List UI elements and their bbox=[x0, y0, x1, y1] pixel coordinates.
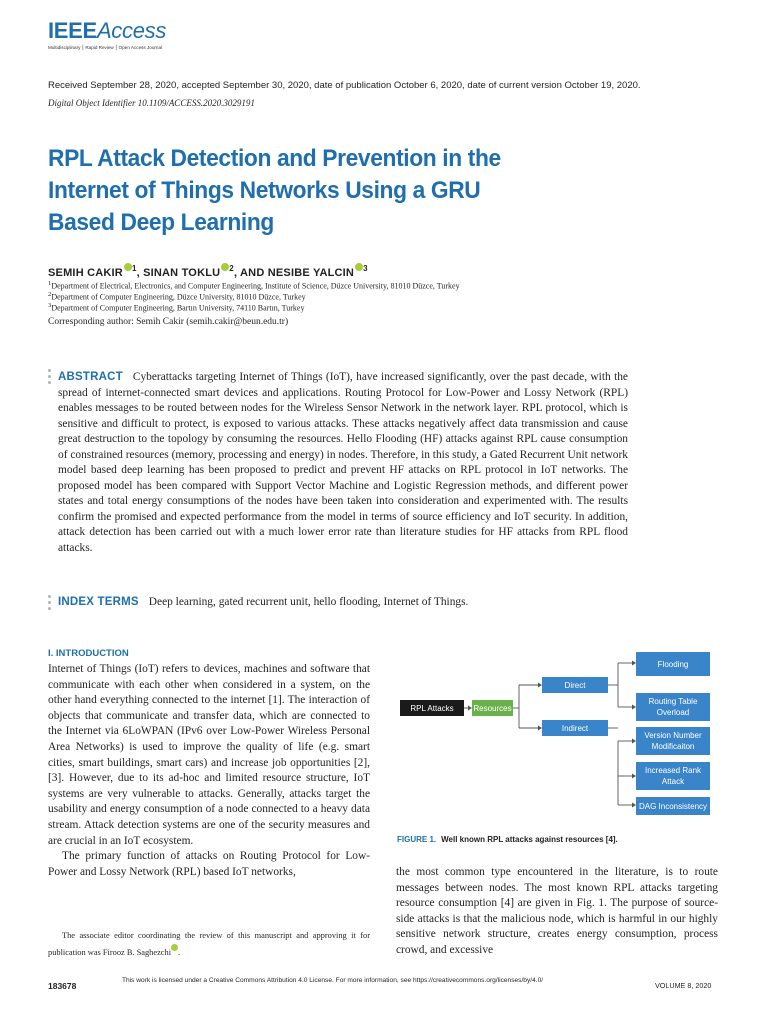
node-routing-table-overload-label: Overload bbox=[656, 708, 690, 717]
doi: Digital Object Identifier 10.1109/ACCESS.2020.3029191 bbox=[48, 98, 255, 108]
section-heading-introduction: I. INTRODUCTION bbox=[48, 648, 129, 659]
author-name: SEMIH CAKIR bbox=[48, 267, 123, 279]
affiliation: $^3$Department of Computer Engineering, Bartın University, 74110 Bartın, Turkey bbox=[48, 302, 305, 313]
author-list: SEMIH CAKIR $^1$, SINAN TOKLU $^2$, AND NESIBE YALCIN $^3$ bbox=[48, 264, 368, 279]
index-terms bbox=[58, 596, 468, 608]
index-terms-marker bbox=[48, 595, 51, 613]
corresponding-author: Corresponding author: Semih Cakir (semih.cakir@beun.edu.tr) bbox=[48, 317, 289, 327]
node-rpl-attacks-label: RPL Attacks bbox=[410, 704, 454, 713]
abstract-marker bbox=[48, 369, 51, 387]
node-flooding-label: Flooding bbox=[657, 660, 689, 669]
node-routing-table-overload-label: Routing Table bbox=[648, 697, 698, 706]
affiliation: $^2$Department of Computer Engineering, Düzce University, 81010 Düzce, Turkey bbox=[48, 291, 306, 302]
orcid-icon[interactable] bbox=[171, 944, 178, 951]
author-name: , SINAN TOKLU bbox=[136, 267, 221, 279]
node-indirect-label: Indirect bbox=[561, 724, 589, 733]
intro-right-column bbox=[396, 865, 718, 959]
paragraph: the most common type encountered in the literature, is to route messages between nodes. The most known RPL attacks targeting resource consumption [4] are given in Fig. 1. The purpose of source-side attacks is that the malicious node, which is harmful in our highly sensitive network structure, creates energy consumption, process crowd, and excessive bbox=[396, 866, 718, 956]
affiliation: $^1$Department of Electrical, Electronics, and Computer Engineering, Institute of Science, Düzce University, 81010 Düzce, Turkey bbox=[48, 280, 460, 291]
paper-title: RPL Attack Detection and Prevention in the Internet of Things Networks Using a GRU Based Deep Learning bbox=[48, 145, 501, 236]
license-notice[interactable]: This work is licensed under a Creative Commons Attribution 4.0 License. For more information, see https://creativecommons.org/licenses/by/4.0/ bbox=[122, 977, 544, 984]
node-increased-rank-attack-label: Attack bbox=[661, 777, 685, 786]
journal-logo bbox=[48, 20, 166, 51]
abstract-label: ABSTRACT bbox=[58, 371, 123, 383]
figure-1-diagram bbox=[396, 645, 721, 825]
node-version-number-modification-label: Modificaiton bbox=[651, 742, 695, 751]
received-dates: Received September 28, 2020, accepted September 30, 2020, date of publication October 6, 2020, date of current version October 19, 2020. bbox=[48, 80, 641, 91]
page-number: 183678 bbox=[48, 981, 77, 991]
volume-info: VOLUME 8, 2020 bbox=[655, 981, 712, 990]
journal-brand: IEEEAccess bbox=[48, 18, 167, 43]
node-version-number-modification-label: Version Number bbox=[644, 731, 702, 740]
node-resources-label: Resources bbox=[473, 704, 512, 713]
node-dag-inconsistency-label: DAG Inconsistency bbox=[638, 802, 708, 811]
paragraph: The primary function of attacks on Routing Protocol for Low-Power and Lossy Network (RPL) based IoT networks, bbox=[48, 850, 370, 878]
node-increased-rank-attack-label: Increased Rank bbox=[644, 766, 702, 775]
footnote: The associate editor coordinating the review of this manuscript and approving it for publication was Firooz B. Saghezchi . bbox=[48, 931, 370, 957]
abstract bbox=[58, 370, 628, 557]
abstract-text: Cyberattacks targeting Internet of Things (IoT), have increased significantly, over the past decade, with the spread of internet-connected smart devices and applications. Routing Protocol for Low-Power and Lossy Network (RPL) enables messages to be routed between nodes for the Wireless Sensor Network in the network layer. RPL protocol, which is sensitive and difficult to protect, is exposed to various attacks. These attacks negatively affect data transmission and cause great destruction to the topology by consuming the resources. Hello Flooding (HF) attacks against RPL cause consumption of constrained resources (memory, processing and energy) in nodes. Therefore, in this study, a Gated Recurrent Unit network model based deep learning has been proposed to predict and prevent HF attacks on RPL protocol in IoT networks. The proposed model has been compared with Support Vector Machine and Logistic Regression methods, and different power states and total energy consumptions of the nodes have been taken into consideration and experimented with. The results confirm the promised and expected performance from the model in terms of source efficiency and IoT security. In addition, attack detection has been carried out with a much lower error rate than literature studies for HF attacks from RPL flood attacks. bbox=[58, 371, 628, 555]
figure-label: FIGURE 1. bbox=[397, 835, 437, 844]
orcid-icon[interactable] bbox=[124, 263, 132, 271]
author-name: , AND NESIBE YALCIN bbox=[233, 267, 355, 279]
figure-caption-text: Well known RPL attacks against resources [4]. bbox=[441, 835, 618, 844]
journal-tagline: Multidisciplinary ⎮ Rapid Review ⎮ Open Access Journal bbox=[48, 45, 163, 50]
orcid-icon[interactable] bbox=[355, 263, 363, 271]
index-terms-label: INDEX TERMS bbox=[58, 596, 139, 608]
figure-caption bbox=[397, 835, 618, 844]
node-direct-label: Direct bbox=[564, 681, 586, 690]
paragraph: Internet of Things (IoT) refers to devices, machines and software that communicate with each other when considered in a system, on the other hand everything connected to the internet [1]. The interaction of objects that communicate and transfer data, which are connected to the Internet via 6LoWPAN (IPv6 over Low-Power Wireless Personal Area Networks) is used to improve the quality of life (e.g. smart cities, smart buildings, smart cars) and increase job opportunities [2], [3]. However, due to its ad-hoc and limited resource structure, IoT systems are very vulnerable to attacks. Generally, attacks target the usability and energy consumption of a node connected to a heavy data stream. Attack detection systems are one of the security measures and are crucial in an IoT ecosystem. bbox=[48, 663, 370, 847]
intro-left-column bbox=[48, 662, 370, 880]
index-terms-text: Deep learning, gated recurrent unit, hello flooding, Internet of Things. bbox=[148, 596, 469, 608]
